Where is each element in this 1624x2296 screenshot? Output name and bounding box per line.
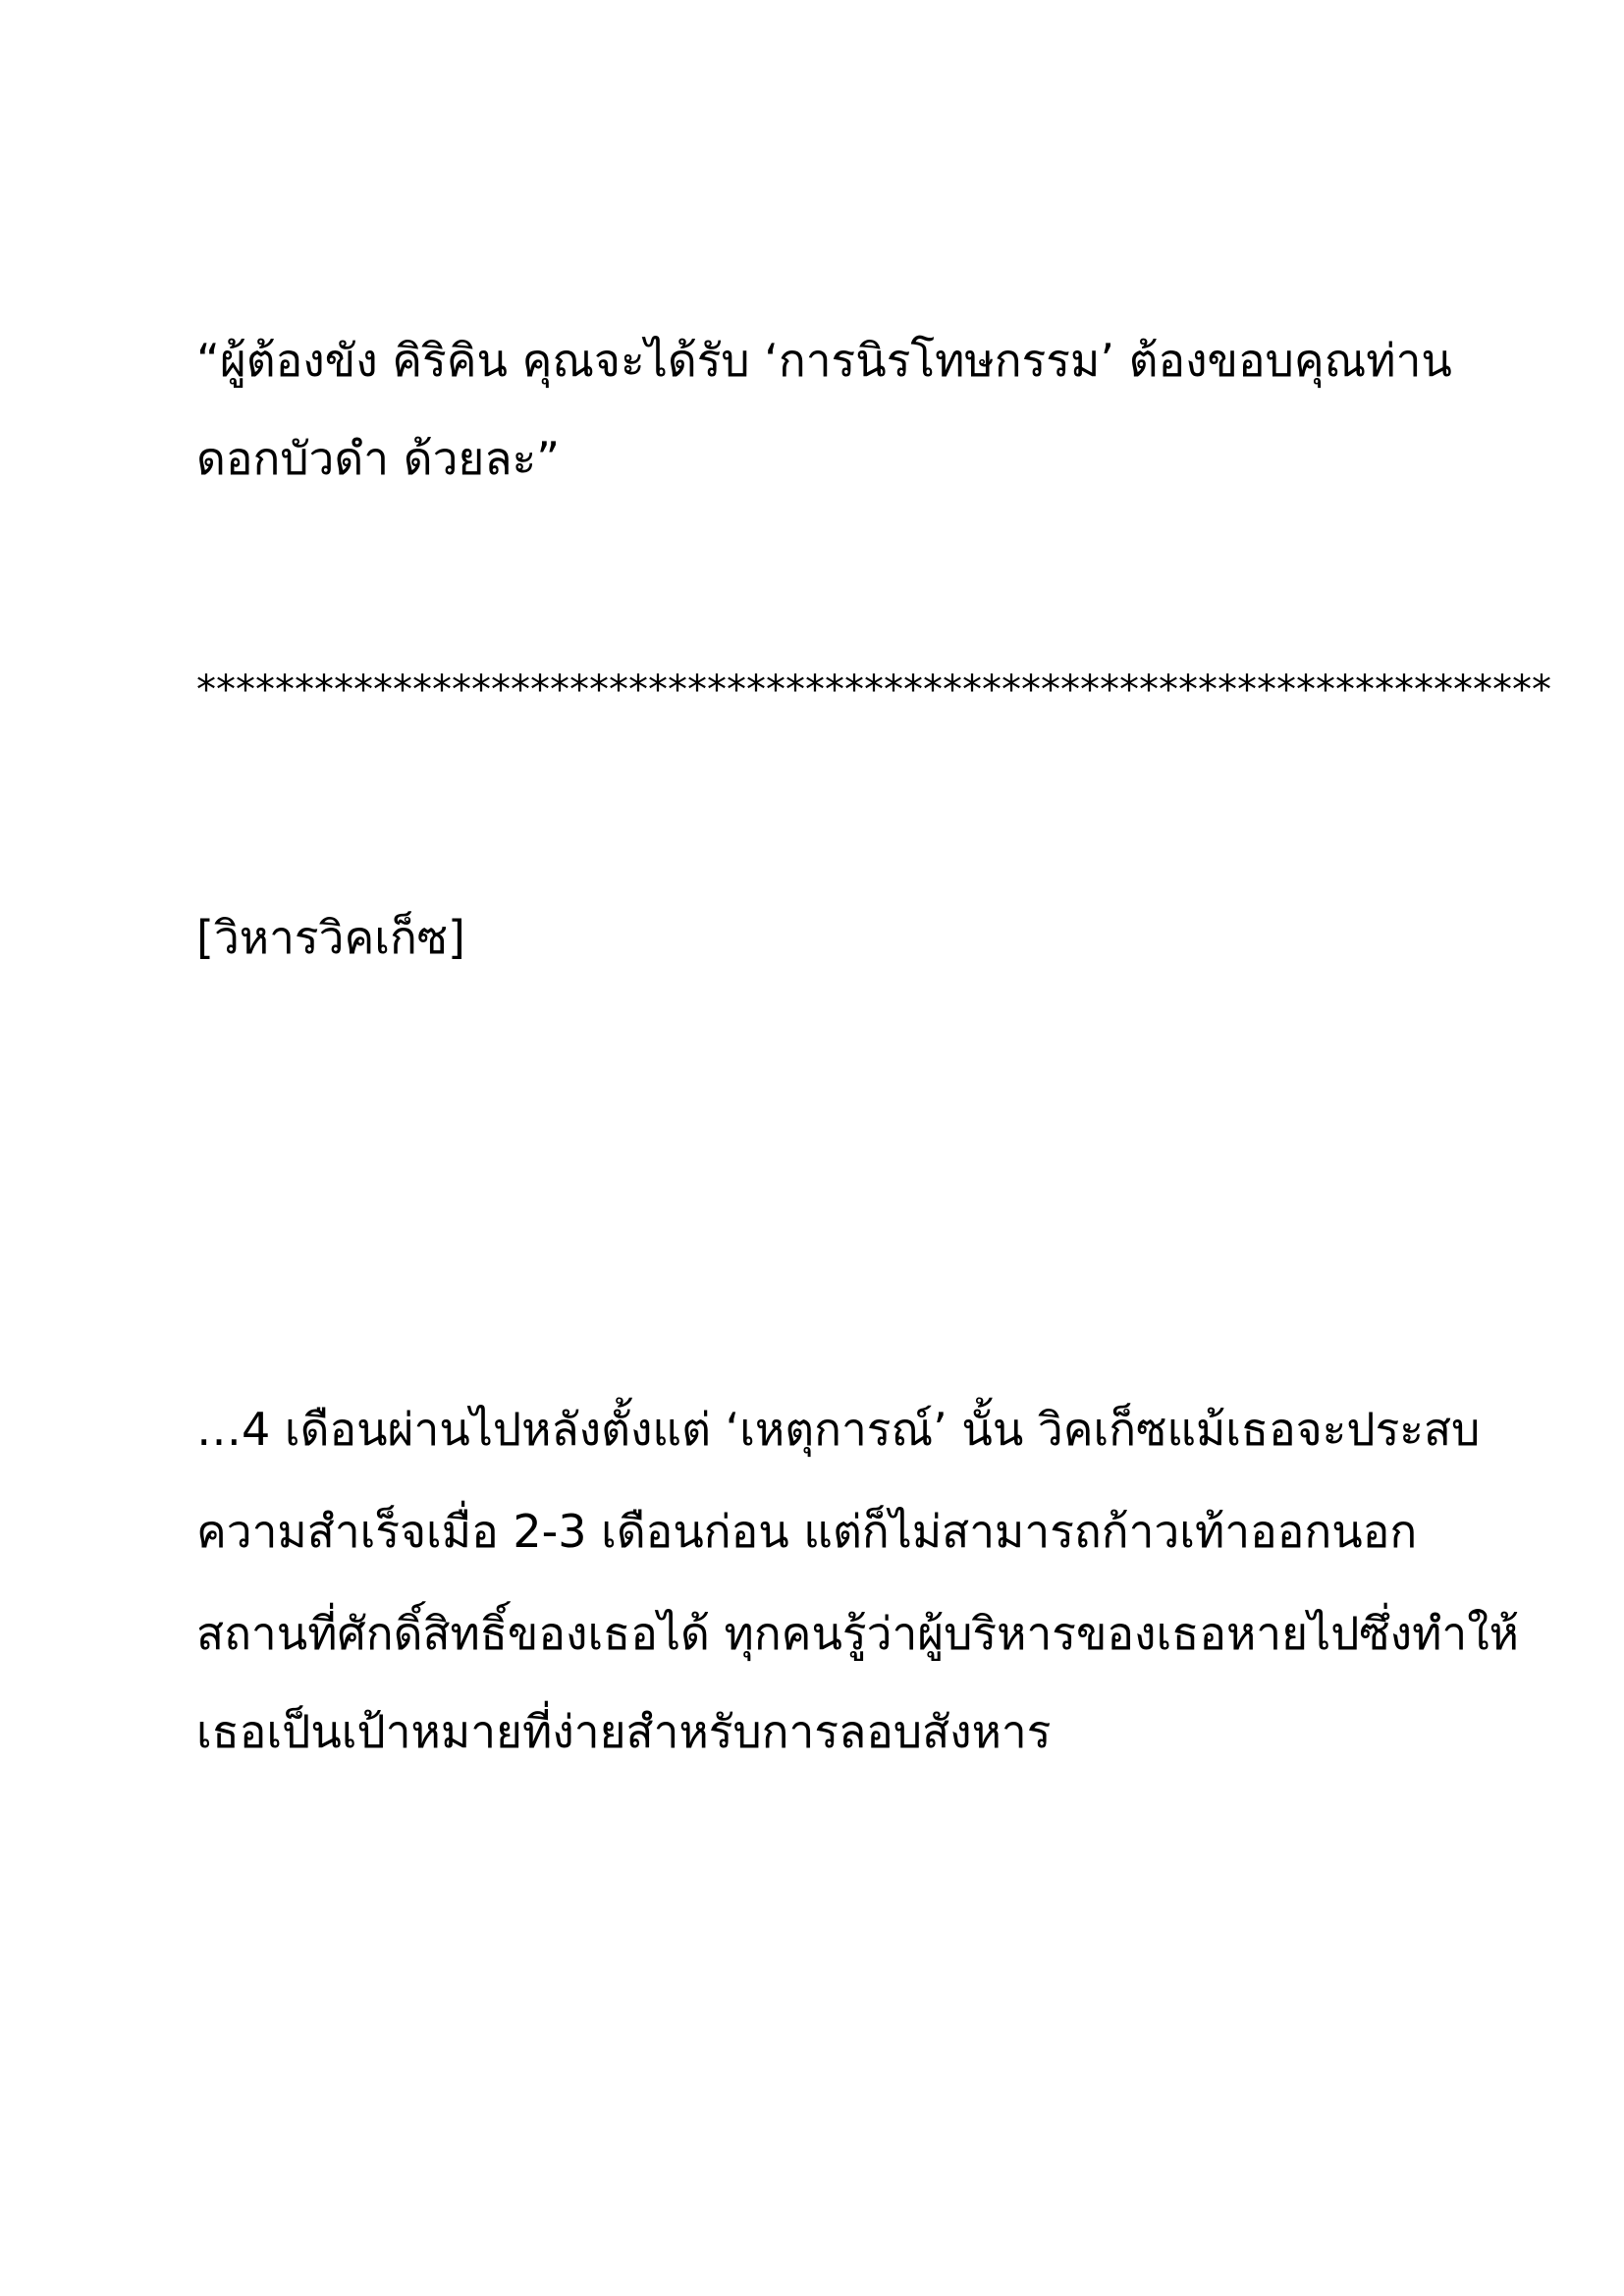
paragraph-line-2: ความสำเร็จเมื่อ 2-3 เดือนก่อน แต่ก็ไม่สามารถก้าวเท้าออกนอก (196, 1505, 1418, 1558)
section-heading: [วิหารวิคเก็ซ] (196, 911, 465, 964)
paragraph-line-3: สถานที่ศักดิ์สิทธิ์ของเธอได้ ทุกคนรู้ว่าผู้บริหารของเธอหายไปซึ่งทำให้ (196, 1607, 1520, 1660)
paragraph-line-4: เธอเป็นเป้าหมายที่ง่ายสำหรับการลอบสังหาร (196, 1705, 1052, 1758)
asterisk-separator: ********************************************************************* (196, 667, 1551, 713)
quote-line-2: ดอกบัวดำ ด้วยละ” (196, 432, 561, 485)
quote-line-1: “ผู้ต้องขัง คิริคิน คุณจะได้รับ ‘การนิรโทษกรรม’ ต้องขอบคุณท่าน (196, 334, 1452, 387)
paragraph-line-1: …4 เดือนผ่านไปหลังตั้งแต่ ‘เหตุการณ์’ นั้น วิคเก็ซแม้เธอจะประสบ (196, 1403, 1481, 1456)
